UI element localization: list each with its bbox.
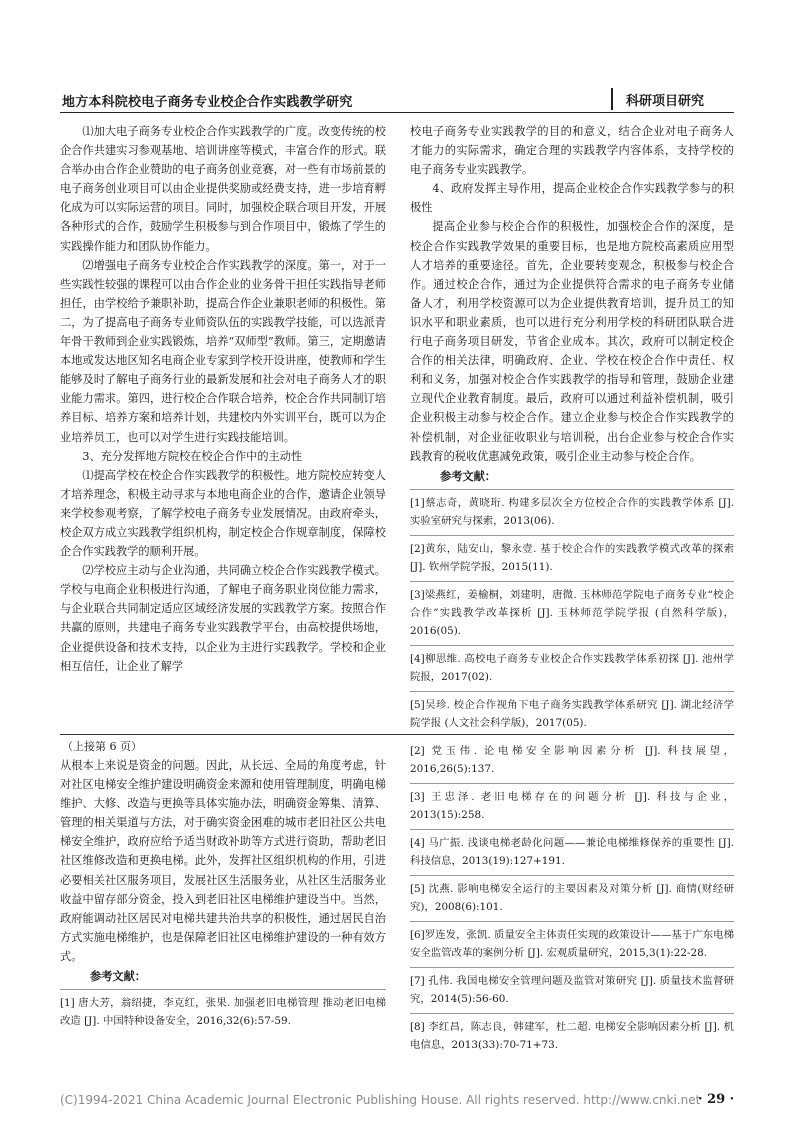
- left-column: [60, 122, 386, 730]
- reference-item: [8] 李红昌，陈志良，韩建军，杜二超. 电梯安全影响因素分析 [J]. 机电信息，2013(33):70-71+73.: [410, 1021, 734, 1051]
- reference-divider: [410, 535, 734, 536]
- reference-item: [7] 孔伟. 我国电梯安全管理问题及监管对策研究 [J]. 质量技术监督研究，2014(5):56-60.: [410, 975, 734, 1005]
- reference-divider: [410, 783, 734, 784]
- section-separator: [60, 734, 734, 735]
- header-rule: [60, 112, 734, 113]
- bottom-right-references: [410, 742, 734, 1086]
- reference-list: [410, 489, 734, 730]
- reference-item: [2] 党玉伟. 论电梯安全影响因素分析 [J]. 科技展望，2016,26(5):137.: [410, 745, 734, 775]
- reference-item: [6]罗连发，张凯. 质量安全主体责任实现的政策设计——基于广东电梯安全监管改革的案例分析 [J]. 宏观质量研究，2015,3(1):22-28.: [410, 929, 734, 959]
- right-column: [410, 122, 734, 730]
- reference-divider: [410, 581, 734, 582]
- reference-item: [5] 沈燕. 影响电梯安全运行的主要因素及对策分析 [J]. 商情(财经研究)，2008(6):101.: [410, 883, 734, 913]
- reference-item: [1]蔡志奇，黄晓珩. 构建多层次全方位校企合作的实践教学体系 [J]. 实验室研究与探索，2013(06).: [410, 496, 734, 527]
- reference-divider: [410, 1013, 734, 1014]
- paragraph: ⑴提高学校在校企合作实践教学的积极性。地方院校应转变人才培养理念，积极主动寻求与本地电商企业的合作，邀请企业领导来学校参观考察，了解学校电子商务专业发展情况。由政府牵头，校企双方成立实践教学组织机构，制定校企合作规章制度，保障校企合作实践教学的顺利开展。: [60, 468, 386, 559]
- paragraph: ⑴加大电子商务专业校企合作实践教学的广度。改变传统的校企合作共建实习参观基地、培训讲座等模式，丰富合作的形式。联合举办由合作企业赞助的电子商务创业竞赛，对一些有市场前景的电子商务创业项目可以由企业提供奖励或经费支持，进一步培育孵化成为可以实际运营的项目。同时，加强校企联合项目开发，开展各种形式的合作，鼓励学生积极参与到合作项目中，锻炼了学生的实践操作能力和团队协作能力。: [60, 125, 386, 253]
- reference-divider: [410, 875, 734, 876]
- reference-item: [5]吴珍. 校企合作视角下电子商务实践教学体系研究 [J]. 湖北经济学院学报 (人文社会科学版)，2017(05).: [410, 698, 734, 729]
- reference-divider: [410, 829, 734, 830]
- copyright-footer: (C)1994-2021 China Academic Journal Electronic Publishing House. All rights reserved. http://www.cnki.net: [60, 1093, 701, 1107]
- section-label: 科研项目研究: [626, 94, 705, 109]
- journal-article-title: 地方本科院校电子商务专业校企合作实践教学研究: [62, 95, 353, 110]
- references-heading: 参考文献：: [90, 969, 146, 984]
- paragraph: ⑵增强电子商务专业校企合作实践教学的深度。第一，对于一些实践性较强的课程可以由合作企业的业务骨干担任实践指导老师担任，由学校给予兼职补助，提高合作企业兼职老师的积极性。第二，为了提高电子商务专业师资队伍的实践教学技能，可以选派青年骨干教师到企业实践锻炼，培养“双师型”教师。第三，定期邀请本地或发达地区知名电商企业专家到学校开设讲座，使教师和学生能够及时了解电子商务行业的最新发展和社会对电子商务人才的职业能力需求。第四，进行校企合作联合培养，校企合作共同制订培养目标、培养方案和培养计划，共建校内外实训平台，既可以为企业培养员工，也可以对学生进行实践技能培训。: [60, 258, 386, 444]
- continued-note: （上接第 6 页）: [62, 740, 142, 753]
- reference-divider: [410, 691, 734, 692]
- reference-item: [4]柳思维. 高校电子商务专业校企合作实践教学体系初探 [J]. 池州学院报，2017(02).: [410, 652, 734, 683]
- reference-divider: [60, 989, 386, 990]
- section-heading: 4、政府发挥主导作用，提高企业校企合作实践教学参与的积极性: [410, 182, 734, 215]
- reference-divider: [410, 489, 734, 490]
- bottom-left-column: [60, 756, 386, 1086]
- reference-item: [3] 王忠泽. 老旧电梯存在的问题分析 [J]. 科技与企业，2013(15):258.: [410, 791, 734, 821]
- reference-item: [3]梁燕红，姜榆桐，刘建明，唐微. 玉林师范学院电子商务专业“校企合作”实践教学改革探析 [J]. 玉林师范学院学报 (自然科学版)，2016(05).: [410, 588, 734, 637]
- reference-list: [60, 989, 386, 1030]
- paragraph: 提高企业参与校企合作的积极性，加强校企合作的深度，是校企合作实践教学效果的重要目标，也是地方院校高素质应用型人才培养的重要途径。首先，企业要转变观念，积极参与校企合作。通过校企合作，通过为企业提供符合需求的电子商务专业储备人才，利用学校资源可以为企业提供教育培训，提升员工的知识水平和职业素质，也可以进行充分利用学校的科研团队联合进行电子商务项目研发，节省企业成本。其次，政府可以制定校企合作的相关法律，明确政府、企业、学校在校企合作中责任、权利和义务，加强对校企合作实践教学的指导和管理，鼓励企业建立现代企业教育制度。最后，政府可以通过利益补偿机制，吸引企业积极主动参与校企合作。建立企业参与校企合作实践教学的补偿机制，对企业征收职业与培训税，出台企业参与校企合作实践教育的税收优惠减免政策，吸引企业主动参与校企合作。: [410, 220, 734, 463]
- section-heading: 3、充分发挥地方院校在校企合作中的主动性: [82, 449, 303, 463]
- reference-divider: [410, 645, 734, 646]
- paragraph: 从根本上来说是资金的问题。因此，从长远、全局的角度考虑，针对社区电梯安全维护建设明确资金来源和使用管理制度，明确电梯维护、大修、改造与更换等具体实施办法，明确资金筹集、清算、管理的相关渠道与方法，对于确实资金困难的城市老旧社区公共电梯安全维护，政府应给予适当财政补助等方式进行资助，帮助老旧社区维修改造和更换电梯。此外，发挥社区组织机构的作用，引进必要相关社区服务项目，发展社区生活服务业，从社区生活服务业收益中留存部分资金，投入到老旧社区电梯维护建设当中。当然，政府能调动社区居民对电梯共建共治共享的积极性，通过居民自治方式实施电梯维护，也是保障老旧社区电梯维护建设的一种有效方式。: [60, 759, 386, 963]
- references-heading: 参考文献：: [440, 468, 496, 483]
- paragraph: 校电子商务专业实践教学的目的和意义，结合企业对电子商务人才能力的实际需求，确定合理的实践教学内容体系，支持学校的电子商务专业实践教学。: [410, 125, 734, 177]
- reference-item: [1] 唐大芳，翁绍捷，李克红，张果. 加强老旧电梯管理 推动老旧电梯改造 [J]. 中国特种设备安全，2016,32(6):57-59.: [60, 997, 386, 1028]
- reference-divider: [410, 967, 734, 968]
- paragraph: ⑵学校应主动与企业沟通，共同确立校企合作实践教学模式。学校与电商企业积极进行沟通，了解电子商务职业岗位能力需求，与企业联合共同制定适应区域经济发展的实践教学方案。按照合作共赢的原则，共建电子商务专业实践教学平台，由高校提供场地，企业提供设备和技术支持，以企业为主进行实践教学。学校和企业相互信任，让企业了解学: [60, 564, 386, 673]
- reference-item: [2]黄东，陆安山，黎永壹. 基于校企合作的实践教学模式改革的探索 [J]. 钦州学院学报，2015(11).: [410, 542, 734, 573]
- reference-divider: [410, 921, 734, 922]
- page-number: · 29 ·: [698, 1092, 735, 1107]
- header-divider: [611, 88, 613, 110]
- reference-item: [4] 马广振. 浅谈电梯老龄化问题——兼论电梯维修保养的重要性 [J]. 科技信息，2013(19):127+191.: [410, 837, 734, 867]
